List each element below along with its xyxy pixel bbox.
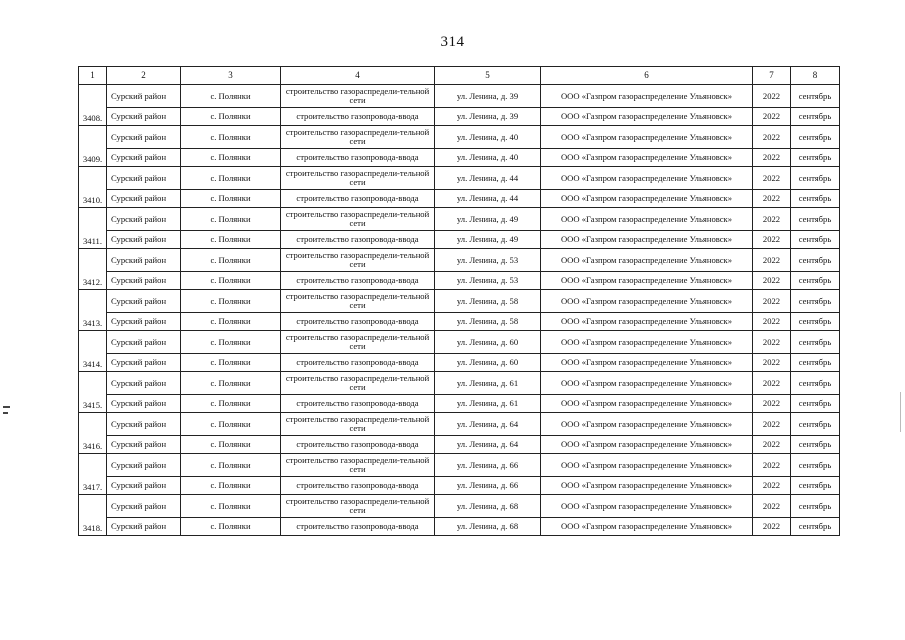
month-cell: сентябрь <box>791 290 840 313</box>
settlement-cell: с. Полянки <box>181 413 281 436</box>
district-cell: Сурский район <box>107 477 181 495</box>
month-cell: сентябрь <box>791 190 840 208</box>
district-cell: Сурский район <box>107 395 181 413</box>
address-cell: ул. Ленина, д. 68 <box>435 495 541 518</box>
row-number: 3418. <box>79 495 107 536</box>
year-cell: 2022 <box>753 372 791 395</box>
row-number: 3414. <box>79 331 107 372</box>
address-cell: ул. Ленина, д. 60 <box>435 331 541 354</box>
settlement-cell: с. Полянки <box>181 167 281 190</box>
year-cell: 2022 <box>753 208 791 231</box>
work-type-cell: строительство газопровода-ввода <box>281 436 435 454</box>
year-cell: 2022 <box>753 85 791 108</box>
settlement-cell: с. Полянки <box>181 208 281 231</box>
operator-cell: ООО «Газпром газораспределение Ульяновск» <box>541 477 753 495</box>
work-type-cell: строительство газораспредели-тельной сети <box>281 413 435 436</box>
year-cell: 2022 <box>753 395 791 413</box>
work-type-cell: строительство газораспредели-тельной сети <box>281 495 435 518</box>
district-cell: Сурский район <box>107 372 181 395</box>
settlement-cell: с. Полянки <box>181 231 281 249</box>
address-cell: ул. Ленина, д. 58 <box>435 290 541 313</box>
operator-cell: ООО «Газпром газораспределение Ульяновск» <box>541 272 753 290</box>
table-header-row <box>79 67 840 85</box>
year-cell: 2022 <box>753 149 791 167</box>
table-row <box>79 108 840 126</box>
year-cell: 2022 <box>753 231 791 249</box>
work-type-cell: строительство газопровода-ввода <box>281 231 435 249</box>
operator-cell: ООО «Газпром газораспределение Ульяновск» <box>541 331 753 354</box>
year-cell: 2022 <box>753 477 791 495</box>
table-row <box>79 477 840 495</box>
year-cell: 2022 <box>753 436 791 454</box>
column-header: 6 <box>541 67 753 85</box>
district-cell: Сурский район <box>107 126 181 149</box>
column-header: 4 <box>281 67 435 85</box>
column-header: 7 <box>753 67 791 85</box>
address-cell: ул. Ленина, д. 40 <box>435 126 541 149</box>
column-header: 5 <box>435 67 541 85</box>
work-type-cell: строительство газопровода-ввода <box>281 518 435 536</box>
row-number: 3415. <box>79 372 107 413</box>
address-cell: ул. Ленина, д. 66 <box>435 477 541 495</box>
month-cell: сентябрь <box>791 454 840 477</box>
address-cell: ул. Ленина, д. 64 <box>435 413 541 436</box>
year-cell: 2022 <box>753 249 791 272</box>
district-cell: Сурский район <box>107 313 181 331</box>
table-row <box>79 149 840 167</box>
month-cell: сентябрь <box>791 126 840 149</box>
settlement-cell: с. Полянки <box>181 477 281 495</box>
table-row <box>79 272 840 290</box>
month-cell: сентябрь <box>791 436 840 454</box>
work-type-cell: строительство газопровода-ввода <box>281 108 435 126</box>
month-cell: сентябрь <box>791 272 840 290</box>
work-type-cell: строительство газопровода-ввода <box>281 477 435 495</box>
operator-cell: ООО «Газпром газораспределение Ульяновск» <box>541 372 753 395</box>
settlement-cell: с. Полянки <box>181 272 281 290</box>
work-type-cell: строительство газораспредели-тельной сети <box>281 372 435 395</box>
settlement-cell: с. Полянки <box>181 495 281 518</box>
settlement-cell: с. Полянки <box>181 518 281 536</box>
work-type-cell: строительство газораспредели-тельной сети <box>281 249 435 272</box>
month-cell: сентябрь <box>791 413 840 436</box>
address-cell: ул. Ленина, д. 58 <box>435 313 541 331</box>
district-cell: Сурский район <box>107 354 181 372</box>
table-row <box>79 413 840 436</box>
year-cell: 2022 <box>753 290 791 313</box>
year-cell: 2022 <box>753 518 791 536</box>
operator-cell: ООО «Газпром газораспределение Ульяновск» <box>541 290 753 313</box>
work-type-cell: строительство газораспредели-тельной сети <box>281 290 435 313</box>
table-row <box>79 395 840 413</box>
operator-cell: ООО «Газпром газораспределение Ульяновск» <box>541 85 753 108</box>
column-header: 8 <box>791 67 840 85</box>
operator-cell: ООО «Газпром газораспределение Ульяновск» <box>541 190 753 208</box>
row-number: 3411. <box>79 208 107 249</box>
month-cell: сентябрь <box>791 477 840 495</box>
work-type-cell: строительство газопровода-ввода <box>281 313 435 331</box>
table-row <box>79 331 840 354</box>
district-cell: Сурский район <box>107 290 181 313</box>
district-cell: Сурский район <box>107 167 181 190</box>
table-row <box>79 313 840 331</box>
month-cell: сентябрь <box>791 149 840 167</box>
table-body <box>79 85 840 536</box>
address-cell: ул. Ленина, д. 61 <box>435 372 541 395</box>
month-cell: сентябрь <box>791 518 840 536</box>
month-cell: сентябрь <box>791 372 840 395</box>
district-cell: Сурский район <box>107 454 181 477</box>
month-cell: сентябрь <box>791 354 840 372</box>
work-type-cell: строительство газопровода-ввода <box>281 149 435 167</box>
operator-cell: ООО «Газпром газораспределение Ульяновск» <box>541 495 753 518</box>
year-cell: 2022 <box>753 272 791 290</box>
row-number: 3410. <box>79 167 107 208</box>
district-cell: Сурский район <box>107 331 181 354</box>
table-row <box>79 354 840 372</box>
month-cell: сентябрь <box>791 331 840 354</box>
year-cell: 2022 <box>753 126 791 149</box>
district-cell: Сурский район <box>107 518 181 536</box>
address-cell: ул. Ленина, д. 64 <box>435 436 541 454</box>
year-cell: 2022 <box>753 190 791 208</box>
operator-cell: ООО «Газпром газораспределение Ульяновск» <box>541 354 753 372</box>
column-header: 3 <box>181 67 281 85</box>
settlement-cell: с. Полянки <box>181 190 281 208</box>
row-number: 3416. <box>79 413 107 454</box>
column-header: 1 <box>79 67 107 85</box>
year-cell: 2022 <box>753 167 791 190</box>
work-type-cell: строительство газопровода-ввода <box>281 354 435 372</box>
operator-cell: ООО «Газпром газораспределение Ульяновск» <box>541 231 753 249</box>
work-type-cell: строительство газораспредели-тельной сети <box>281 167 435 190</box>
settlement-cell: с. Полянки <box>181 313 281 331</box>
operator-cell: ООО «Газпром газораспределение Ульяновск» <box>541 436 753 454</box>
work-type-cell: строительство газораспредели-тельной сети <box>281 454 435 477</box>
year-cell: 2022 <box>753 108 791 126</box>
table-row <box>79 126 840 149</box>
operator-cell: ООО «Газпром газораспределение Ульяновск» <box>541 249 753 272</box>
row-number: 3417. <box>79 454 107 495</box>
table-row <box>79 518 840 536</box>
month-cell: сентябрь <box>791 313 840 331</box>
year-cell: 2022 <box>753 495 791 518</box>
page-number: 314 <box>440 34 465 50</box>
settlement-cell: с. Полянки <box>181 331 281 354</box>
table-row <box>79 208 840 231</box>
district-cell: Сурский район <box>107 190 181 208</box>
column-header: 2 <box>107 67 181 85</box>
settlement-cell: с. Полянки <box>181 395 281 413</box>
district-cell: Сурский район <box>107 272 181 290</box>
operator-cell: ООО «Газпром газораспределение Ульяновск» <box>541 395 753 413</box>
year-cell: 2022 <box>753 354 791 372</box>
month-cell: сентябрь <box>791 231 840 249</box>
work-type-cell: строительство газораспредели-тельной сети <box>281 331 435 354</box>
scan-edge-line <box>900 392 901 432</box>
settlement-cell: с. Полянки <box>181 454 281 477</box>
table-row <box>79 495 840 518</box>
settlement-cell: с. Полянки <box>181 249 281 272</box>
row-number: 3408. <box>79 85 107 126</box>
operator-cell: ООО «Газпром газораспределение Ульяновск» <box>541 208 753 231</box>
address-cell: ул. Ленина, д. 40 <box>435 149 541 167</box>
month-cell: сентябрь <box>791 108 840 126</box>
address-cell: ул. Ленина, д. 53 <box>435 249 541 272</box>
operator-cell: ООО «Газпром газораспределение Ульяновск» <box>541 313 753 331</box>
address-cell: ул. Ленина, д. 44 <box>435 167 541 190</box>
table-row <box>79 167 840 190</box>
row-number: 3412. <box>79 249 107 290</box>
address-cell: ул. Ленина, д. 39 <box>435 108 541 126</box>
month-cell: сентябрь <box>791 249 840 272</box>
address-cell: ул. Ленина, д. 68 <box>435 518 541 536</box>
settlement-cell: с. Полянки <box>181 108 281 126</box>
settlement-cell: с. Полянки <box>181 354 281 372</box>
operator-cell: ООО «Газпром газораспределение Ульяновск» <box>541 518 753 536</box>
district-cell: Сурский район <box>107 231 181 249</box>
operator-cell: ООО «Газпром газораспределение Ульяновск» <box>541 413 753 436</box>
table-row <box>79 290 840 313</box>
operator-cell: ООО «Газпром газораспределение Ульяновск» <box>541 454 753 477</box>
row-number: 3409. <box>79 126 107 167</box>
operator-cell: ООО «Газпром газораспределение Ульяновск» <box>541 167 753 190</box>
table-row <box>79 372 840 395</box>
month-cell: сентябрь <box>791 208 840 231</box>
operator-cell: ООО «Газпром газораспределение Ульяновск» <box>541 149 753 167</box>
registry-table <box>78 66 840 536</box>
settlement-cell: с. Полянки <box>181 85 281 108</box>
table-row <box>79 249 840 272</box>
year-cell: 2022 <box>753 454 791 477</box>
work-type-cell: строительство газораспредели-тельной сети <box>281 126 435 149</box>
month-cell: сентябрь <box>791 167 840 190</box>
month-cell: сентябрь <box>791 395 840 413</box>
address-cell: ул. Ленина, д. 44 <box>435 190 541 208</box>
table-row <box>79 436 840 454</box>
district-cell: Сурский район <box>107 85 181 108</box>
address-cell: ул. Ленина, д. 53 <box>435 272 541 290</box>
settlement-cell: с. Полянки <box>181 372 281 395</box>
row-number: 3413. <box>79 290 107 331</box>
district-cell: Сурский район <box>107 108 181 126</box>
address-cell: ул. Ленина, д. 49 <box>435 208 541 231</box>
district-cell: Сурский район <box>107 208 181 231</box>
year-cell: 2022 <box>753 313 791 331</box>
work-type-cell: строительство газораспредели-тельной сети <box>281 208 435 231</box>
district-cell: Сурский район <box>107 249 181 272</box>
address-cell: ул. Ленина, д. 66 <box>435 454 541 477</box>
table-row <box>79 190 840 208</box>
district-cell: Сурский район <box>107 436 181 454</box>
year-cell: 2022 <box>753 331 791 354</box>
district-cell: Сурский район <box>107 149 181 167</box>
district-cell: Сурский район <box>107 413 181 436</box>
work-type-cell: строительство газопровода-ввода <box>281 190 435 208</box>
district-cell: Сурский район <box>107 495 181 518</box>
settlement-cell: с. Полянки <box>181 436 281 454</box>
binding-mark <box>3 406 10 418</box>
table-row <box>79 85 840 108</box>
month-cell: сентябрь <box>791 85 840 108</box>
work-type-cell: строительство газопровода-ввода <box>281 272 435 290</box>
work-type-cell: строительство газораспредели-тельной сети <box>281 85 435 108</box>
table-row <box>79 231 840 249</box>
settlement-cell: с. Полянки <box>181 126 281 149</box>
year-cell: 2022 <box>753 413 791 436</box>
address-cell: ул. Ленина, д. 39 <box>435 85 541 108</box>
operator-cell: ООО «Газпром газораспределение Ульяновск» <box>541 126 753 149</box>
settlement-cell: с. Полянки <box>181 290 281 313</box>
operator-cell: ООО «Газпром газораспределение Ульяновск» <box>541 108 753 126</box>
settlement-cell: с. Полянки <box>181 149 281 167</box>
address-cell: ул. Ленина, д. 61 <box>435 395 541 413</box>
address-cell: ул. Ленина, д. 60 <box>435 354 541 372</box>
table-row <box>79 454 840 477</box>
work-type-cell: строительство газопровода-ввода <box>281 395 435 413</box>
month-cell: сентябрь <box>791 495 840 518</box>
address-cell: ул. Ленина, д. 49 <box>435 231 541 249</box>
